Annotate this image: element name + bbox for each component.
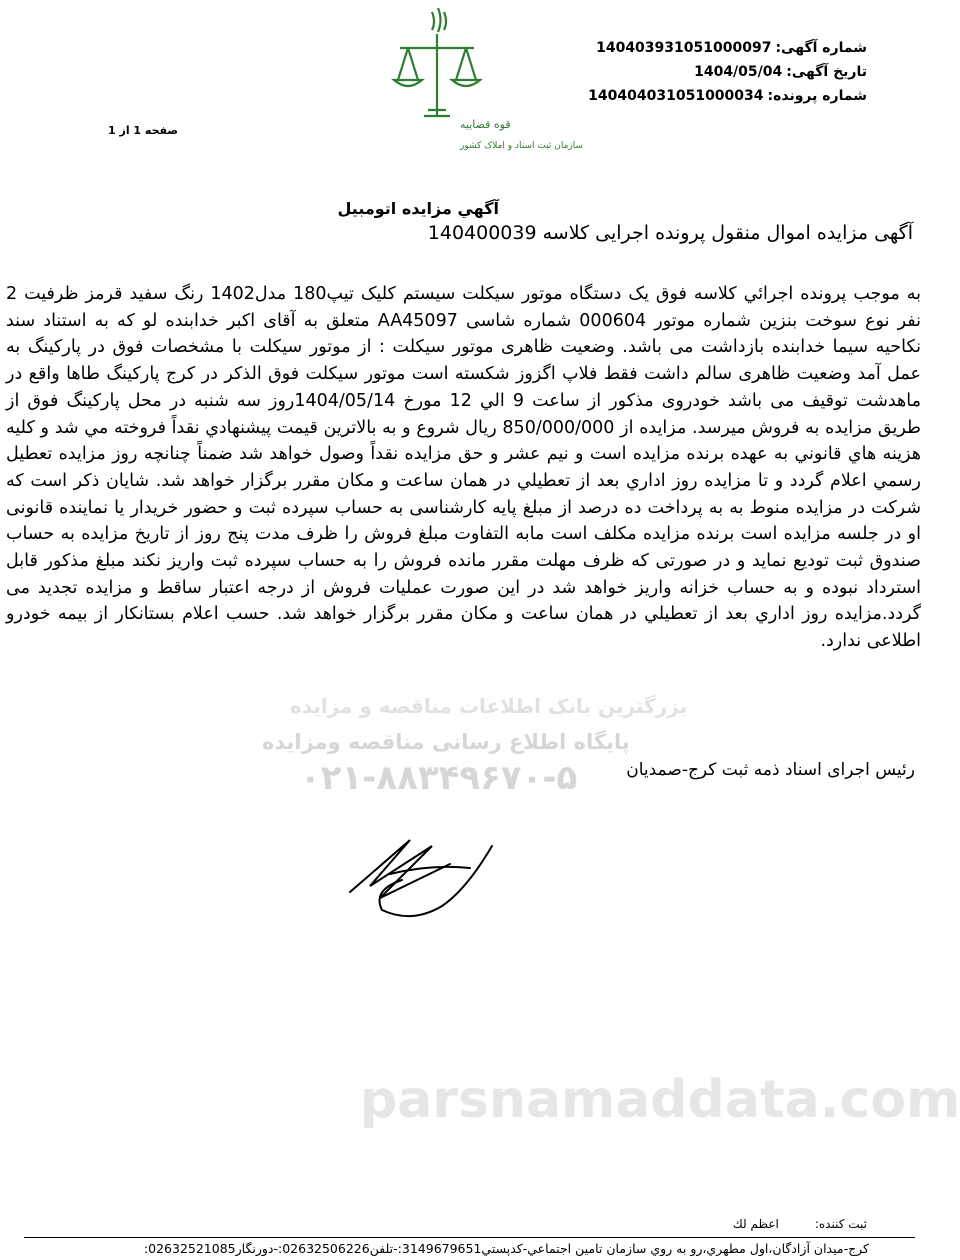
registrar-line (733, 1217, 867, 1231)
notice-body: به موجب پرونده اجرائي كلاسه فوق یک دستگاه موتور سیکلت سیستم کلیک تیپ180 مدل1402 رنگ سفید قرمز ظرفیت 2 نفر نوع سوخت بنزین شماره موتور 000604 شماره شاسی AA45097 متعلق به آقای اکبر خدابنده لو که به استناد سند نکاحیه سیما خدابنده بازداشت می باشد. وضعیت ظاهری موتور سیکلت : از موتور سیکلت با مشخصات فوق در پارکینگ به عمل آمد وضعیت ظاهری سالم داشت فقط فلاپ اگزوز شکسته است موتور سیکلت فوق الذکر در کرج پارکینگ طاها واقع در ماهدشت توقیف می باشد خودروی مذکور از ساعت 9 الي 12 مورخ 1404/05/14روز سه شنبه در محل پارکینگ فوق از طريق مزايده به فروش ميرسد. مزایده از 850/000/000 ريال شروع و به بالاترين قيمت پيشنهادي نقداً فروخته مي شد و كليه هزينه هاي قانوني به عهده برنده مزايده است و نیم عشر و حق مزایده نقداً وصول خواهد شد ضمناً چنانچه روز مزايده تعطيل رسمي اعلام گردد و تا مزايده روز اداري بعد از تعطيلي در همان ساعت و مكان مقرر برگزار خواهد شد. شایان ذکر است که شرکت در مزایده منوط به به پرداخت ده درصد از مبلغ پایه کارشناسی به حساب سپرده ثبت و حضور خریدار یا نماینده قانونی او در جلسه مزایده است برنده مزایده مکلف است مابه التفاوت مبلغ فروش را ظرف مدت پنج روز از تاریخ مزایده به حساب صندوق ثبت تودیع نماید و در صورتی که ظرف مهلت مقرر مانده فروش را به حساب سپرده ثبت واریز نکند مبلغ مذکور قابل استرداد نبوده و به حساب خزانه واریز خواهد شد در این صورت عملیات فروش از درجه اعتبار ساقط و مزایده تجدید می گردد.مزايده روز اداري بعد از تعطيلي در همان ساعت و مكان مقرر برگزار خواهد شد. حسب اعلام بستانکار از بیمه خودرو اطلاعی ندارد. (6, 284, 921, 652)
office-address: كرج-ميدان آزادگان،اول مطهري،رو به روي سازمان تامين اجتماعي-كدپستي3149679651:-تلفن02632506226:-دورنگار02632521085: (143, 1241, 869, 1256)
registrar-label: ثبت کننده: (814, 1217, 867, 1231)
ad-date-line (694, 64, 867, 80)
judiciary-logo (380, 4, 584, 164)
case-number-label: شماره پرونده: (767, 88, 867, 104)
case-number: 140404031051000034 (588, 88, 764, 104)
ad-date-label: تاریخ آگهی: (786, 64, 867, 80)
page-counter: صفحه 1 از 1 (108, 124, 179, 137)
ad-number-line (596, 40, 867, 56)
registrar-name: اعظم لك (732, 1217, 779, 1231)
handwritten-signature (340, 820, 510, 930)
footer-divider (24, 1237, 915, 1238)
notice-subtitle: آگهی مزایده اموال منقول پرونده اجرایی کلاسه 140400039 (427, 222, 913, 244)
logo-text-judiciary: قوه قضاییه (460, 118, 511, 131)
watermark-line2: پایگاه اطلاع رسانی مناقصه ومزایده (262, 730, 630, 754)
ad-date: 1404/05/04 (694, 64, 783, 80)
notice-title: آگهي مزايده اتومبيل (337, 199, 499, 218)
ad-number: 140403931051000097 (596, 40, 772, 56)
logo-text-registry: سازمان ثبت اسناد و املاک کشور (460, 141, 584, 151)
case-number-line (588, 88, 867, 104)
watermark-brand: parsnamaddata.com (360, 1070, 960, 1130)
watermark-line1: بزرگترین بانک اطلاعات مناقصه و مزایده (290, 694, 688, 718)
watermark-phone: ۰۲۱-۸۸۳۴۹۶۷۰-۵ (300, 758, 578, 798)
ad-number-label: شماره آگهی: (775, 40, 867, 56)
signer-line: رئیس اجرای اسناد ذمه ثبت کرج-صمدیان (626, 760, 915, 780)
